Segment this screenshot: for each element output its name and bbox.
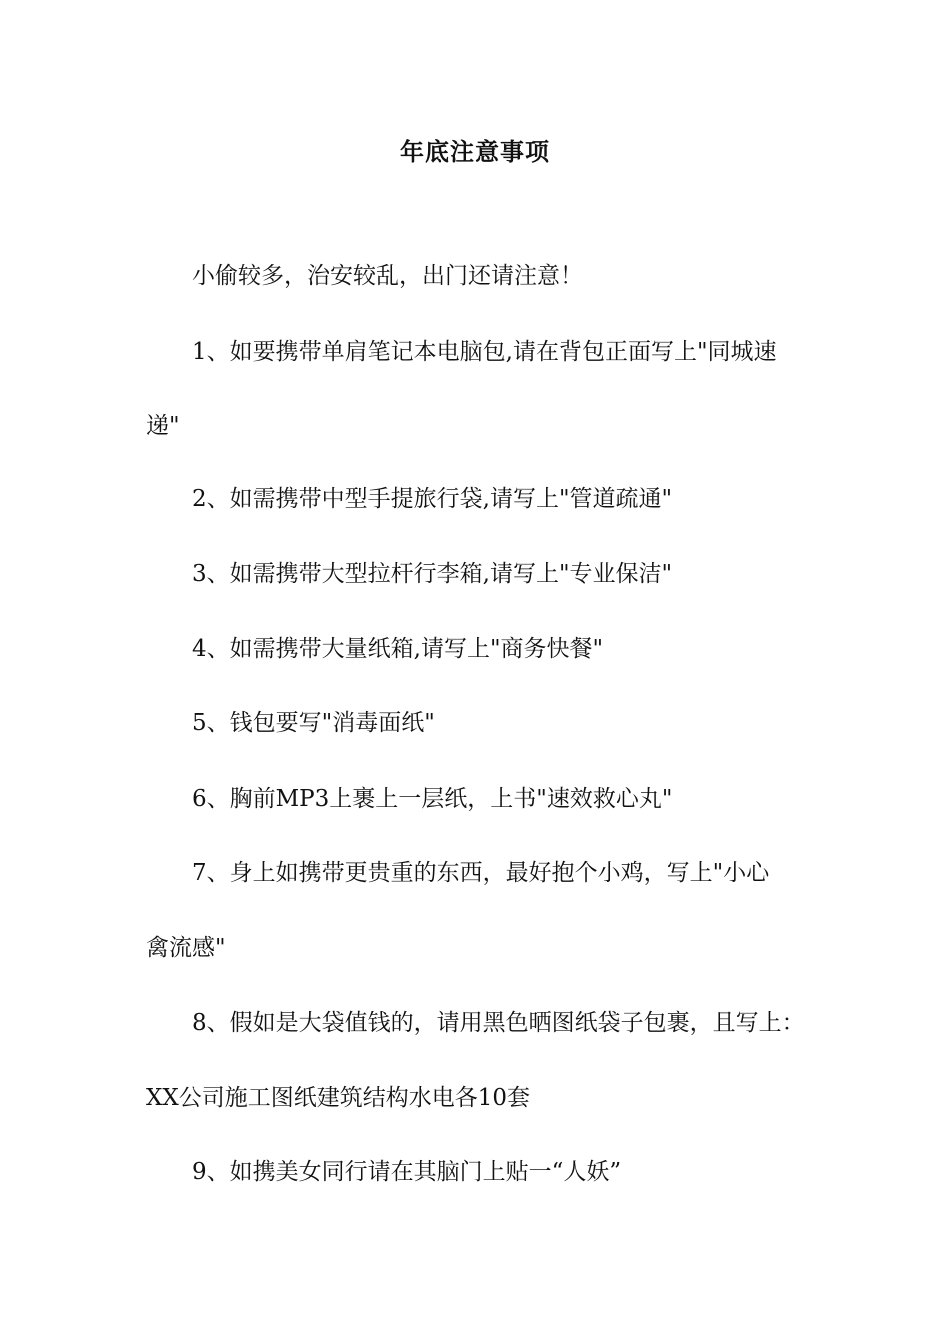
item-7-line-2: 禽流感" [146,935,226,961]
item-7-line-1: 7、身上如携带更贵重的东西，最好抱个小鸡，写上"小心 [192,860,770,886]
item-5: 5、钱包要写"消毒面纸" [192,710,435,736]
document-title: 年底注意事项 [400,138,550,166]
intro-paragraph: 小偷较多，治安较乱，出门还请注意！ [192,263,583,289]
item-6: 6、胸前MP3上裹上一层纸，上书"速效救心丸" [192,786,673,812]
item-9: 9、如携美女同行请在其脑门上贴一“人妖” [192,1159,622,1185]
item-2: 2、如需携带中型手提旅行袋,请写上"管道疏通" [192,486,673,512]
item-1-line-1: 1、如要携带单肩笔记本电脑包,请在背包正面写上"同城速 [192,339,777,365]
item-3: 3、如需携带大型拉杆行李箱,请写上"专业保洁" [192,561,673,587]
item-4: 4、如需携带大量纸箱,请写上"商务快餐" [192,636,604,662]
item-8-line-2: XX公司施工图纸建筑结构水电各10套 [146,1085,531,1111]
item-8-line-1: 8、假如是大袋值钱的，请用黑色晒图纸袋子包裹，且写上： [192,1010,805,1036]
item-1-line-2: 递" [146,413,180,439]
